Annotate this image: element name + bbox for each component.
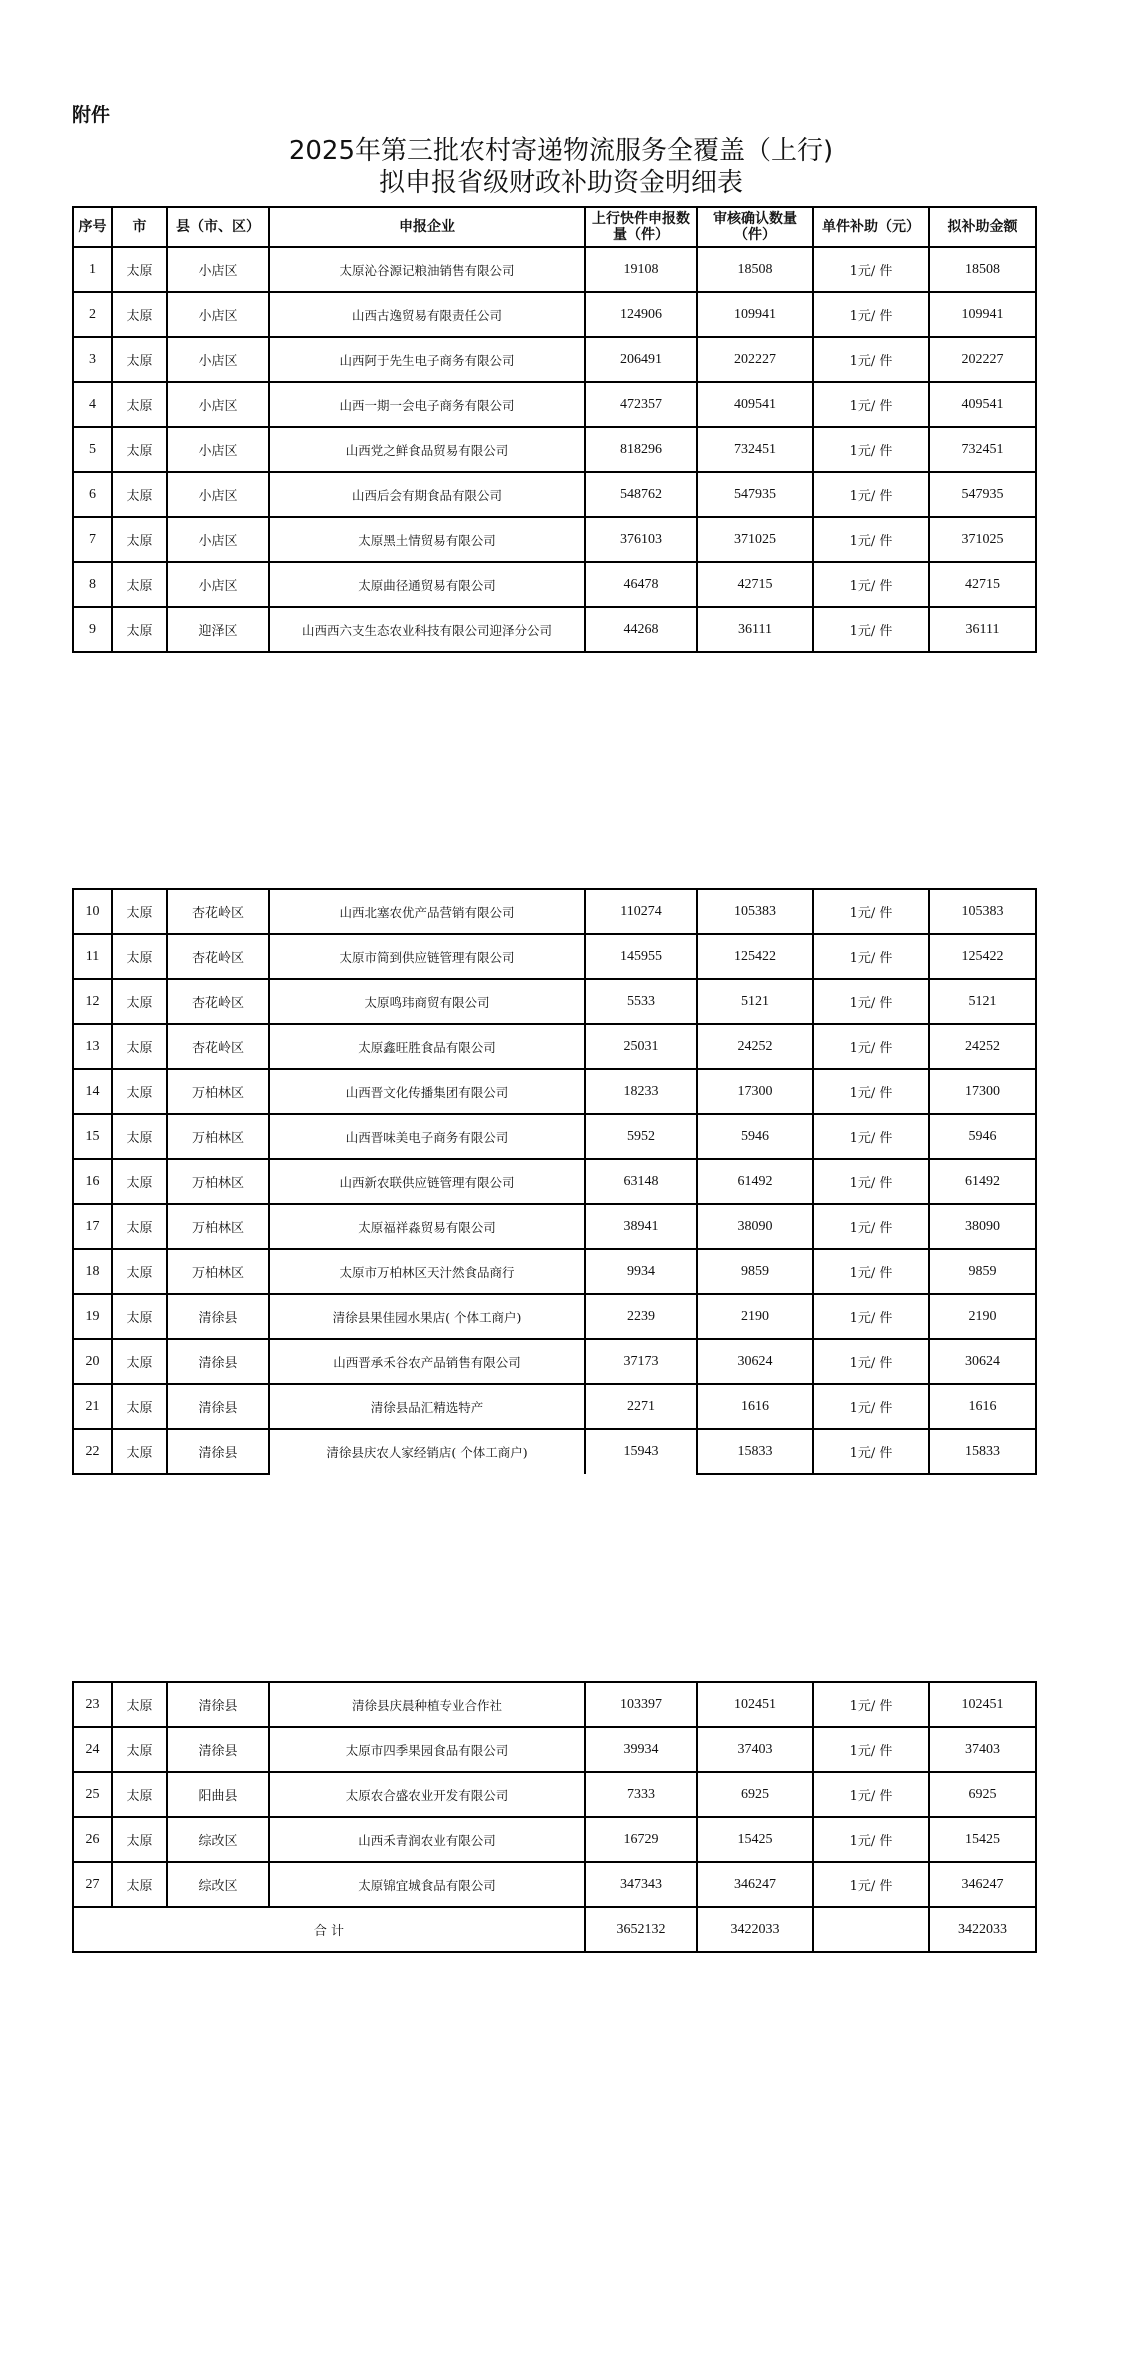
unit-subsidy-cell: 1元/ 件 [813, 889, 929, 934]
confirmed-qty-cell: 547935 [697, 472, 813, 517]
confirmed-qty-cell: 37403 [697, 1727, 813, 1772]
table-row [73, 517, 1036, 562]
company-cell: 太原市简到供应链管理有限公司 [269, 934, 585, 979]
company-cell: 山西晋文化传播集团有限公司 [269, 1069, 585, 1114]
table-row [73, 1682, 1036, 1727]
table-row [73, 1817, 1036, 1862]
unit-subsidy-cell: 1元/ 件 [813, 1727, 929, 1772]
header-county: 县（市、区） [167, 207, 269, 247]
confirmed-qty-cell: 6925 [697, 1772, 813, 1817]
county-cell: 小店区 [167, 427, 269, 472]
row-number: 4 [73, 382, 112, 427]
city-cell: 太原 [112, 1817, 167, 1862]
company-cell: 山西后会有期食品有限公司 [269, 472, 585, 517]
subsidy-amount-cell: 371025 [929, 517, 1036, 562]
header-confirmed: 审核确认数量（件） [697, 207, 813, 247]
county-cell: 杏花岭区 [167, 1024, 269, 1069]
subsidy-amount-cell: 125422 [929, 934, 1036, 979]
row-number: 27 [73, 1862, 112, 1907]
county-cell: 小店区 [167, 562, 269, 607]
city-cell: 太原 [112, 1727, 167, 1772]
city-cell: 太原 [112, 1069, 167, 1114]
county-cell: 杏花岭区 [167, 889, 269, 934]
unit-subsidy-cell: 1元/ 件 [813, 1024, 929, 1069]
row-number: 24 [73, 1727, 112, 1772]
company-cell: 山西禾青润农业有限公司 [269, 1817, 585, 1862]
reported-qty-cell: 39934 [585, 1727, 697, 1772]
row-number: 5 [73, 427, 112, 472]
city-cell: 太原 [112, 1159, 167, 1204]
header-no: 序号 [73, 207, 112, 247]
company-cell: 山西古逸贸易有限责任公司 [269, 292, 585, 337]
confirmed-qty-cell: 2190 [697, 1294, 813, 1339]
unit-subsidy-cell: 1元/ 件 [813, 1114, 929, 1159]
confirmed-qty-cell: 1616 [697, 1384, 813, 1429]
confirmed-qty-cell: 15833 [697, 1429, 813, 1474]
subsidy-amount-cell: 6925 [929, 1772, 1036, 1817]
table-row [73, 1339, 1036, 1384]
table-row [73, 889, 1036, 934]
total-confirmed: 3422033 [697, 1907, 813, 1952]
table-row [73, 979, 1036, 1024]
reported-qty-cell: 2271 [585, 1384, 697, 1429]
row-number: 23 [73, 1682, 112, 1727]
unit-subsidy-cell: 1元/ 件 [813, 517, 929, 562]
reported-qty-cell: 18233 [585, 1069, 697, 1114]
row-number: 26 [73, 1817, 112, 1862]
row-number: 13 [73, 1024, 112, 1069]
confirmed-qty-cell: 202227 [697, 337, 813, 382]
reported-qty-cell: 7333 [585, 1772, 697, 1817]
reported-qty-cell: 16729 [585, 1817, 697, 1862]
table-row [73, 247, 1036, 292]
reported-qty-cell: 37173 [585, 1339, 697, 1384]
row-number: 21 [73, 1384, 112, 1429]
subsidy-amount-cell: 1616 [929, 1384, 1036, 1429]
confirmed-qty-cell: 371025 [697, 517, 813, 562]
total-label: 合 计 [73, 1907, 585, 1952]
row-number: 2 [73, 292, 112, 337]
reported-qty-cell: 818296 [585, 427, 697, 472]
reported-qty-cell: 376103 [585, 517, 697, 562]
company-cell: 山西党之鲜食品贸易有限公司 [269, 427, 585, 472]
company-cell: 山西新农联供应链管理有限公司 [269, 1159, 585, 1204]
subsidy-table-page1 [72, 206, 1037, 653]
subsidy-amount-cell: 61492 [929, 1159, 1036, 1204]
table-row [73, 562, 1036, 607]
subsidy-amount-cell: 2190 [929, 1294, 1036, 1339]
row-number: 1 [73, 247, 112, 292]
subsidy-amount-cell: 24252 [929, 1024, 1036, 1069]
company-cell: 太原鑫旺胜食品有限公司 [269, 1024, 585, 1069]
company-cell: 山西西六支生态农业科技有限公司迎泽分公司 [269, 607, 585, 652]
company-cell: 太原农合盛农业开发有限公司 [269, 1772, 585, 1817]
row-number: 15 [73, 1114, 112, 1159]
header-unit-subsidy: 单件补助（元） [813, 207, 929, 247]
header-company: 申报企业 [269, 207, 585, 247]
row-number: 8 [73, 562, 112, 607]
unit-subsidy-cell: 1元/ 件 [813, 1294, 929, 1339]
reported-qty-cell: 15943 [585, 1429, 697, 1474]
document-title-line2: 拟申报省级财政补助资金明细表 [378, 168, 743, 198]
county-cell: 小店区 [167, 337, 269, 382]
table-row [73, 292, 1036, 337]
county-cell: 清徐县 [167, 1682, 269, 1727]
table-row [73, 607, 1036, 652]
row-number: 6 [73, 472, 112, 517]
county-cell: 清徐县 [167, 1429, 269, 1474]
city-cell: 太原 [112, 1114, 167, 1159]
city-cell: 太原 [112, 1024, 167, 1069]
confirmed-qty-cell: 61492 [697, 1159, 813, 1204]
row-number: 14 [73, 1069, 112, 1114]
table-row [73, 1294, 1036, 1339]
subsidy-amount-cell: 409541 [929, 382, 1036, 427]
county-cell: 万柏林区 [167, 1159, 269, 1204]
confirmed-qty-cell: 38090 [697, 1204, 813, 1249]
company-cell: 山西阿于先生电子商务有限公司 [269, 337, 585, 382]
unit-subsidy-cell: 1元/ 件 [813, 1249, 929, 1294]
county-cell: 综改区 [167, 1862, 269, 1907]
city-cell: 太原 [112, 472, 167, 517]
table-row [73, 1384, 1036, 1429]
reported-qty-cell: 44268 [585, 607, 697, 652]
subsidy-table-page2 [72, 888, 1037, 1475]
company-cell: 太原市四季果园食品有限公司 [269, 1727, 585, 1772]
unit-subsidy-cell: 1元/ 件 [813, 337, 929, 382]
unit-subsidy-cell: 1元/ 件 [813, 1682, 929, 1727]
company-cell: 清徐县庆晨种植专业合作社 [269, 1682, 585, 1727]
company-cell: 太原曲径通贸易有限公司 [269, 562, 585, 607]
table-header-row [73, 207, 1036, 247]
unit-subsidy-cell: 1元/ 件 [813, 1429, 929, 1474]
header-city: 市 [112, 207, 167, 247]
unit-subsidy-cell: 1元/ 件 [813, 247, 929, 292]
table-row [73, 382, 1036, 427]
confirmed-qty-cell: 409541 [697, 382, 813, 427]
confirmed-qty-cell: 102451 [697, 1682, 813, 1727]
city-cell: 太原 [112, 607, 167, 652]
unit-subsidy-cell: 1元/ 件 [813, 1862, 929, 1907]
table-row [73, 1772, 1036, 1817]
county-cell: 清徐县 [167, 1384, 269, 1429]
company-cell: 清徐县庆农人家经销店( 个体工商户) [269, 1429, 585, 1474]
subsidy-amount-cell: 18508 [929, 247, 1036, 292]
subsidy-amount-cell: 202227 [929, 337, 1036, 382]
county-cell: 小店区 [167, 247, 269, 292]
total-reported: 3652132 [585, 1907, 697, 1952]
unit-subsidy-cell: 1元/ 件 [813, 382, 929, 427]
confirmed-qty-cell: 30624 [697, 1339, 813, 1384]
confirmed-qty-cell: 42715 [697, 562, 813, 607]
reported-qty-cell: 25031 [585, 1024, 697, 1069]
subsidy-amount-cell: 732451 [929, 427, 1036, 472]
county-cell: 万柏林区 [167, 1204, 269, 1249]
confirmed-qty-cell: 5946 [697, 1114, 813, 1159]
table-row [73, 1159, 1036, 1204]
unit-subsidy-cell: 1元/ 件 [813, 1817, 929, 1862]
confirmed-qty-cell: 105383 [697, 889, 813, 934]
company-cell: 山西北塞农优产品营销有限公司 [269, 889, 585, 934]
company-cell: 清徐县品汇精选特产 [269, 1384, 585, 1429]
row-number: 10 [73, 889, 112, 934]
unit-subsidy-cell: 1元/ 件 [813, 1772, 929, 1817]
unit-subsidy-cell: 1元/ 件 [813, 472, 929, 517]
unit-subsidy-cell: 1元/ 件 [813, 562, 929, 607]
city-cell: 太原 [112, 1772, 167, 1817]
county-cell: 小店区 [167, 382, 269, 427]
total-unit [813, 1907, 929, 1952]
county-cell: 清徐县 [167, 1727, 269, 1772]
subsidy-amount-cell: 102451 [929, 1682, 1036, 1727]
subsidy-amount-cell: 36111 [929, 607, 1036, 652]
subsidy-amount-cell: 5121 [929, 979, 1036, 1024]
reported-qty-cell: 124906 [585, 292, 697, 337]
county-cell: 清徐县 [167, 1339, 269, 1384]
county-cell: 阳曲县 [167, 1772, 269, 1817]
unit-subsidy-cell: 1元/ 件 [813, 1069, 929, 1114]
city-cell: 太原 [112, 517, 167, 562]
city-cell: 太原 [112, 979, 167, 1024]
confirmed-qty-cell: 24252 [697, 1024, 813, 1069]
unit-subsidy-cell: 1元/ 件 [813, 1204, 929, 1249]
company-cell: 太原福祥淼贸易有限公司 [269, 1204, 585, 1249]
subsidy-amount-cell: 547935 [929, 472, 1036, 517]
unit-subsidy-cell: 1元/ 件 [813, 427, 929, 472]
reported-qty-cell: 206491 [585, 337, 697, 382]
row-number: 20 [73, 1339, 112, 1384]
table-row [73, 1862, 1036, 1907]
confirmed-qty-cell: 109941 [697, 292, 813, 337]
table-row [73, 337, 1036, 382]
confirmed-qty-cell: 36111 [697, 607, 813, 652]
reported-qty-cell: 2239 [585, 1294, 697, 1339]
table-row [73, 1024, 1036, 1069]
company-cell: 太原鸣玮商贸有限公司 [269, 979, 585, 1024]
row-number: 9 [73, 607, 112, 652]
county-cell: 万柏林区 [167, 1069, 269, 1114]
table-row [73, 472, 1036, 517]
reported-qty-cell: 46478 [585, 562, 697, 607]
row-number: 17 [73, 1204, 112, 1249]
city-cell: 太原 [112, 1294, 167, 1339]
document-title-line1: 2025年第三批农村寄递物流服务全覆盖（上行) [288, 136, 834, 166]
table-row [73, 427, 1036, 472]
unit-subsidy-cell: 1元/ 件 [813, 1159, 929, 1204]
company-cell: 太原市万柏林区天汁然食品商行 [269, 1249, 585, 1294]
subsidy-amount-cell: 105383 [929, 889, 1036, 934]
county-cell: 迎泽区 [167, 607, 269, 652]
subsidy-amount-cell: 109941 [929, 292, 1036, 337]
company-cell: 山西晋承禾谷农产品销售有限公司 [269, 1339, 585, 1384]
table-row [73, 1429, 1036, 1474]
row-number: 11 [73, 934, 112, 979]
city-cell: 太原 [112, 337, 167, 382]
city-cell: 太原 [112, 1339, 167, 1384]
county-cell: 综改区 [167, 1817, 269, 1862]
confirmed-qty-cell: 17300 [697, 1069, 813, 1114]
reported-qty-cell: 5533 [585, 979, 697, 1024]
county-cell: 杏花岭区 [167, 934, 269, 979]
subsidy-amount-cell: 9859 [929, 1249, 1036, 1294]
confirmed-qty-cell: 18508 [697, 247, 813, 292]
header-amount: 拟补助金额 [929, 207, 1036, 247]
row-number: 16 [73, 1159, 112, 1204]
unit-subsidy-cell: 1元/ 件 [813, 292, 929, 337]
company-cell: 太原沁谷源记粮油销售有限公司 [269, 247, 585, 292]
row-number: 25 [73, 1772, 112, 1817]
reported-qty-cell: 38941 [585, 1204, 697, 1249]
row-number: 12 [73, 979, 112, 1024]
table-row [73, 1204, 1036, 1249]
row-number: 3 [73, 337, 112, 382]
city-cell: 太原 [112, 382, 167, 427]
company-cell: 太原黑土情贸易有限公司 [269, 517, 585, 562]
reported-qty-cell: 19108 [585, 247, 697, 292]
city-cell: 太原 [112, 247, 167, 292]
confirmed-qty-cell: 125422 [697, 934, 813, 979]
subsidy-amount-cell: 42715 [929, 562, 1036, 607]
city-cell: 太原 [112, 889, 167, 934]
reported-qty-cell: 472357 [585, 382, 697, 427]
total-row [73, 1907, 1036, 1952]
unit-subsidy-cell: 1元/ 件 [813, 979, 929, 1024]
company-cell: 山西晋味美电子商务有限公司 [269, 1114, 585, 1159]
city-cell: 太原 [112, 1384, 167, 1429]
row-number: 18 [73, 1249, 112, 1294]
table-row [73, 1727, 1036, 1772]
unit-subsidy-cell: 1元/ 件 [813, 1384, 929, 1429]
subsidy-amount-cell: 15833 [929, 1429, 1036, 1474]
reported-qty-cell: 145955 [585, 934, 697, 979]
confirmed-qty-cell: 9859 [697, 1249, 813, 1294]
confirmed-qty-cell: 15425 [697, 1817, 813, 1862]
total-amount: 3422033 [929, 1907, 1036, 1952]
county-cell: 小店区 [167, 292, 269, 337]
unit-subsidy-cell: 1元/ 件 [813, 1339, 929, 1384]
county-cell: 清徐县 [167, 1294, 269, 1339]
company-cell: 太原锦宜城食品有限公司 [269, 1862, 585, 1907]
subsidy-amount-cell: 15425 [929, 1817, 1036, 1862]
subsidy-table-page3 [72, 1681, 1037, 1953]
subsidy-amount-cell: 346247 [929, 1862, 1036, 1907]
city-cell: 太原 [112, 1204, 167, 1249]
company-cell: 清徐县果佳园水果店( 个体工商户) [269, 1294, 585, 1339]
city-cell: 太原 [112, 562, 167, 607]
confirmed-qty-cell: 732451 [697, 427, 813, 472]
subsidy-amount-cell: 5946 [929, 1114, 1036, 1159]
subsidy-amount-cell: 30624 [929, 1339, 1036, 1384]
county-cell: 万柏林区 [167, 1249, 269, 1294]
reported-qty-cell: 347343 [585, 1862, 697, 1907]
city-cell: 太原 [112, 1249, 167, 1294]
confirmed-qty-cell: 346247 [697, 1862, 813, 1907]
county-cell: 杏花岭区 [167, 979, 269, 1024]
unit-subsidy-cell: 1元/ 件 [813, 934, 929, 979]
reported-qty-cell: 5952 [585, 1114, 697, 1159]
subsidy-amount-cell: 17300 [929, 1069, 1036, 1114]
county-cell: 小店区 [167, 472, 269, 517]
reported-qty-cell: 103397 [585, 1682, 697, 1727]
subsidy-amount-cell: 38090 [929, 1204, 1036, 1249]
subsidy-amount-cell: 37403 [929, 1727, 1036, 1772]
reported-qty-cell: 9934 [585, 1249, 697, 1294]
company-cell: 山西一期一会电子商务有限公司 [269, 382, 585, 427]
reported-qty-cell: 110274 [585, 889, 697, 934]
city-cell: 太原 [112, 1682, 167, 1727]
row-number: 19 [73, 1294, 112, 1339]
city-cell: 太原 [112, 427, 167, 472]
reported-qty-cell: 63148 [585, 1159, 697, 1204]
row-number: 7 [73, 517, 112, 562]
table-row [73, 1114, 1036, 1159]
reported-qty-cell: 548762 [585, 472, 697, 517]
table-row [73, 1249, 1036, 1294]
table-row [73, 934, 1036, 979]
row-number: 22 [73, 1429, 112, 1474]
confirmed-qty-cell: 5121 [697, 979, 813, 1024]
unit-subsidy-cell: 1元/ 件 [813, 607, 929, 652]
city-cell: 太原 [112, 934, 167, 979]
table-row [73, 1069, 1036, 1114]
city-cell: 太原 [112, 292, 167, 337]
city-cell: 太原 [112, 1862, 167, 1907]
attachment-label: 附件 [72, 104, 111, 126]
county-cell: 万柏林区 [167, 1114, 269, 1159]
header-reported: 上行快件申报数量（件） [585, 207, 697, 247]
city-cell: 太原 [112, 1429, 167, 1474]
county-cell: 小店区 [167, 517, 269, 562]
